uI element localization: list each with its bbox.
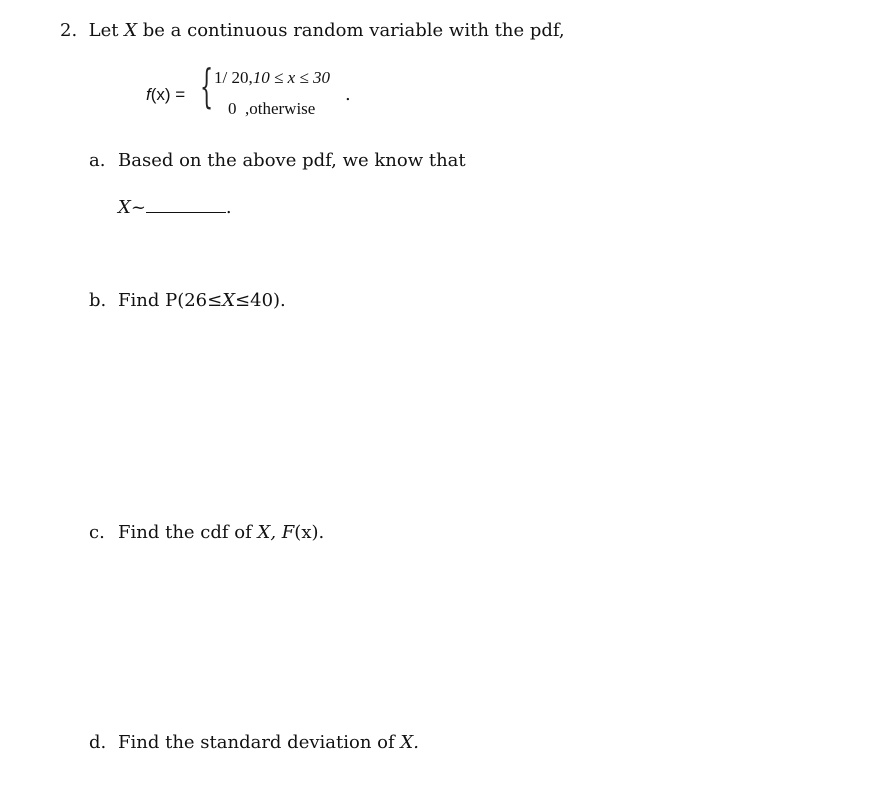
question-header [60,20,565,41]
pdf-lhs-name: f [146,85,151,104]
question-intro-var: X [124,20,138,41]
part-c-text [118,522,324,543]
pdf-case2-value: 0 [228,99,237,118]
part-b-text-var: X [222,290,236,311]
part-b-text-post: ≤40). [235,290,286,311]
part-a-answer-suffix: . [225,197,232,218]
pdf-trailing-dot: . [345,84,351,105]
part-a-label: a. [89,150,106,171]
pdf-lhs [146,85,185,105]
pdf-case-2 [228,99,315,119]
question-intro-pre: Let [88,20,119,41]
pdf-case2-condition: ,otherwise [245,99,316,118]
pdf-case-1 [214,68,330,88]
part-c-text-var: X, [257,522,277,543]
part-c-text-pre: Find the cdf of [118,522,252,543]
question-number: 2. [60,20,78,41]
part-d-label: d. [89,732,107,753]
part-c-text-func: F [281,522,295,543]
part-a-answer-prefix: X~ [118,197,146,218]
part-a-text: Based on the above pdf, we know that [118,150,466,171]
part-b-text [118,290,286,311]
part-b-text-pre: Find P(26≤ [118,290,223,311]
answer-blank[interactable] [146,198,226,213]
pdf-lhs-arg: (x) = [150,85,186,104]
part-a-answer [118,197,232,218]
part-d-text-var: X. [400,732,419,753]
part-d-text [118,732,419,753]
question-intro-post: be a continuous random variable with the pdf, [142,20,565,41]
part-c-text-post: (x). [294,522,325,543]
part-c-label: c. [89,522,105,543]
pdf-case1-value: 1/ 20, [214,68,253,87]
part-d-text-pre: Find the standard deviation of [118,732,395,753]
piecewise-brace: { [200,59,214,113]
pdf-case1-condition: 10 ≤ x ≤ 30 [252,68,330,87]
part-b-label: b. [89,290,107,311]
